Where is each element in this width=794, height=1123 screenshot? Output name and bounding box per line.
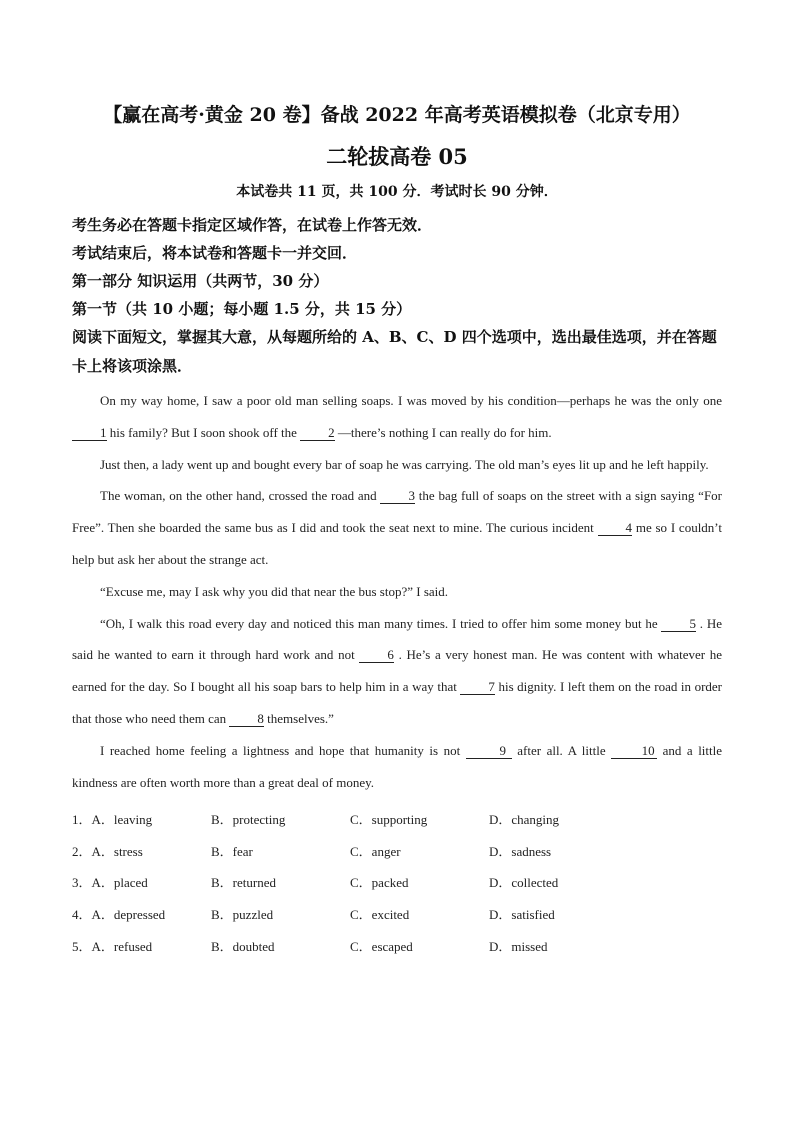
instruction-line: 考试结束后，将本试卷和答题卡一并交回． <box>72 244 358 262</box>
answer-options <box>72 802 722 961</box>
paragraph <box>72 608 722 735</box>
blank-6: 6 <box>359 648 394 663</box>
cloze-passage <box>72 385 722 798</box>
option-a: 3．A．placed <box>72 875 148 891</box>
text-run: me so I couldn’t help but ask her about the strange act. <box>72 520 723 567</box>
text-run: . He’s a very honest man. He was content with whatever he earned for the day. So I bought all his soap bars to help him in a way that <box>72 647 723 695</box>
question-row <box>72 802 722 834</box>
option-c: C．escaped <box>350 938 413 954</box>
text-run: —there’s nothing I can really do for him. <box>337 424 552 440</box>
paragraph <box>72 385 722 449</box>
blank-4: 4 <box>598 521 633 536</box>
blank-2: 2 <box>300 426 335 441</box>
option-c: C．supporting <box>350 811 428 827</box>
question-row <box>72 866 722 898</box>
exam-page <box>72 100 722 961</box>
paragraph: “Excuse me, may I ask why you did that near the bus stop?” I said. <box>100 583 449 599</box>
page-title: 【赢在高考·黄金 20 卷】备战 2022 年高考英语模拟卷（北京专用） <box>103 104 691 126</box>
exam-note: 本试卷共 11 页，共 100 分．考试时长 90 分钟． <box>236 184 558 200</box>
text-run: . He said he wanted to earn it through hard work and not <box>72 615 722 663</box>
blank-10: 10 <box>611 744 657 759</box>
text-run: On my way home, I saw a poor old man selling soaps. I was moved by his condition—perhaps he was the only one <box>100 393 722 408</box>
option-b: B．doubted <box>211 938 275 954</box>
section-heading: 第一部分 知识运用（共两节，30 分） <box>72 272 329 290</box>
text-run: the bag full of soaps on the street with a sign saying “For Free”. Then she boarded the same bus as I did and took the seat next to mine. The curious incident <box>72 488 723 536</box>
text-run: his family? But I soon shook off the <box>109 424 297 440</box>
text-run: his dignity. I left them on the road in order that those who need them can <box>72 679 723 726</box>
blank-3: 3 <box>380 489 415 504</box>
blank-5: 5 <box>661 617 696 632</box>
option-a: 1．A．leaving <box>72 811 153 827</box>
blank-7: 7 <box>460 680 495 695</box>
question-row <box>72 930 722 962</box>
question-row <box>72 834 722 866</box>
option-a: 5．A．refused <box>72 938 153 954</box>
paragraph: Just then, a lady went up and bought every bar of soap he was carrying. The old man’s eyes lit up and he left happily. <box>100 456 709 472</box>
paragraph <box>72 735 722 799</box>
option-b: B．protecting <box>211 811 286 827</box>
option-b: B．returned <box>211 875 276 891</box>
subsection-heading: 第一节（共 10 小题；每小题 1.5 分，共 15 分） <box>72 300 412 318</box>
text-run: I reached home feeling a lightness and hope that humanity is not <box>100 742 461 758</box>
option-d: D．collected <box>489 875 559 891</box>
option-b: B．fear <box>211 843 253 859</box>
option-d: D．satisfied <box>489 907 555 923</box>
option-b: B．puzzled <box>211 907 274 923</box>
section-intro: 阅读下面短文，掌握其大意，从每题所给的 A、B、C、D 四个选项中，选出最佳选项，并在答题卡上将该项涂黑． <box>72 328 717 375</box>
instructions <box>72 211 722 323</box>
paragraph <box>72 480 722 575</box>
blank-9: 9 <box>466 744 512 759</box>
option-d: D．sadness <box>489 843 552 859</box>
option-c: C．packed <box>350 875 409 891</box>
instruction-line: 考生务必在答题卡指定区域作答，在试卷上作答无效． <box>72 216 433 234</box>
option-a: 4．A．depressed <box>72 907 166 923</box>
text-run: themselves.” <box>267 710 334 726</box>
option-d: D．changing <box>489 811 560 827</box>
option-c: C．anger <box>350 843 401 859</box>
blank-8: 8 <box>229 712 264 727</box>
text-run: The woman, on the other hand, crossed the road and <box>100 488 377 504</box>
text-run: after all. A little <box>517 742 606 758</box>
option-d: D．missed <box>489 938 548 954</box>
text-run: and a little kindness are often worth more than a great deal of money. <box>72 742 723 790</box>
text-run: “Oh, I walk this road every day and noticed this man many times. I tried to offer him some money but he <box>100 615 658 631</box>
page-subtitle: 二轮拔高卷 05 <box>326 144 468 169</box>
option-c: C．excited <box>350 907 410 923</box>
blank-1: 1 <box>72 426 107 441</box>
question-row <box>72 898 722 930</box>
option-a: 2．A．stress <box>72 843 143 859</box>
